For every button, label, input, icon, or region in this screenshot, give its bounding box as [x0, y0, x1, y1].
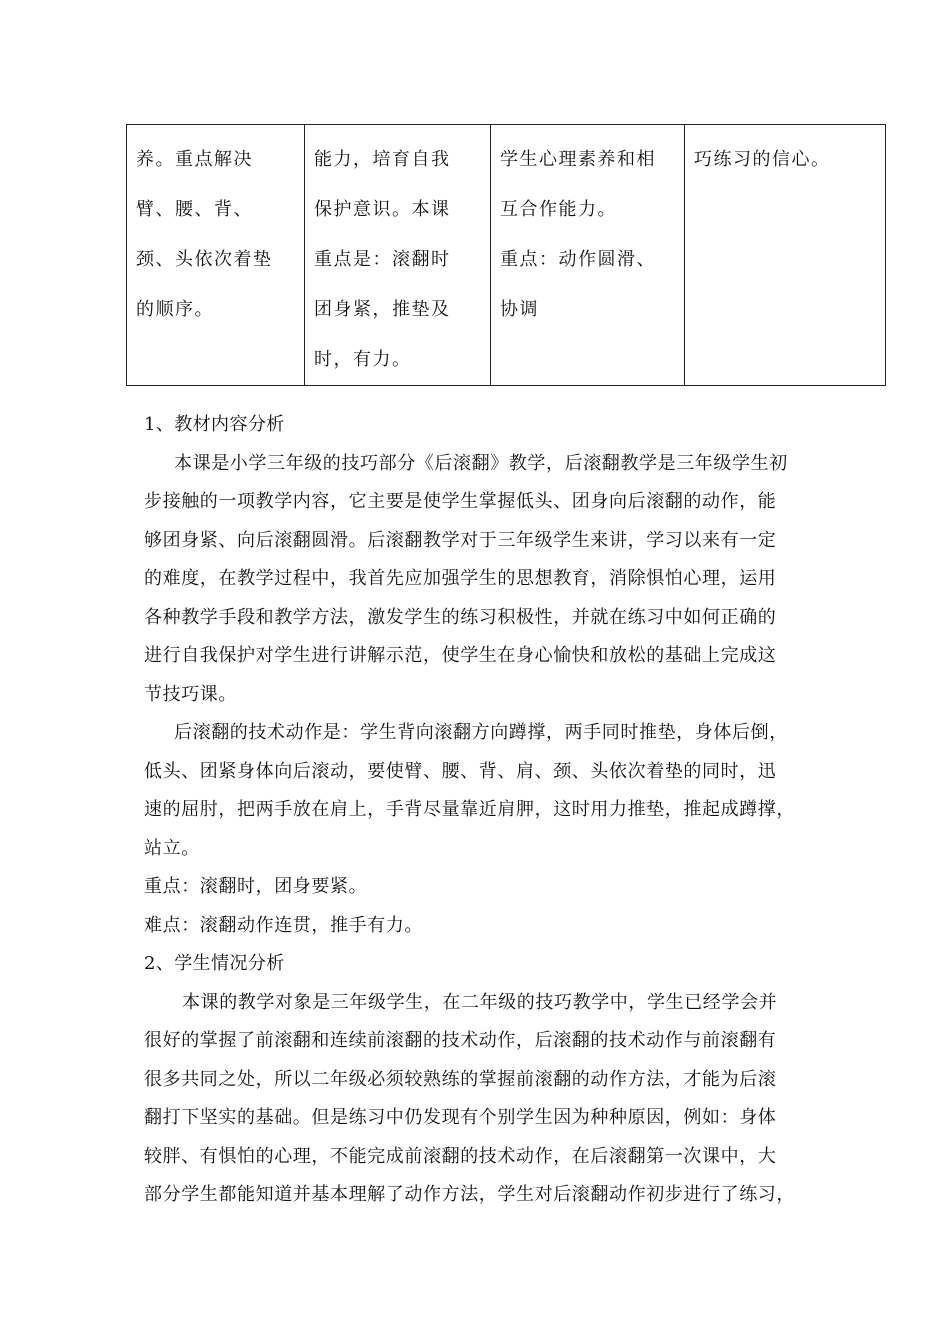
paragraph-line: 的难度，在教学过程中，我首先应加强学生的思想教育，消除惧怕心理，运用	[144, 568, 777, 589]
paragraph-line: 低头、团紧身体向后滚动，要使臂、腰、背、肩、颈、头依次着垫的同时，迅	[144, 760, 777, 782]
paragraph-line: 较胖、有惧怕的心理，不能完成前滚翻的技术动作，在后滚翻第一次课中，大	[144, 1145, 777, 1167]
cell-text-line: 互合作能力。	[500, 199, 617, 220]
cell-text-line: 学生心理素养和相	[500, 149, 656, 170]
paragraph-line: 很好的掌握了前滚翻和连续前滚翻的技术动作，后滚翻的技术动作与前滚翻有	[144, 1030, 777, 1051]
cell-text-line: 团身紧，推垫及	[314, 299, 451, 320]
paragraph-line: 速的屈肘，把两手放在肩上，手背尽量靠近肩胛，这时用力推垫，推起成蹲撑，	[144, 799, 795, 820]
difficulty-line: 难点：滚翻动作连贯，推手有力。	[144, 914, 423, 936]
table-cell-ability	[305, 125, 491, 386]
key-point-line: 重点：滚翻时，团身要紧。	[144, 876, 368, 897]
paragraph-line: 很多共同之处，所以二年级必须较熟练的掌握前滚翻的动作方法，才能为后滚	[144, 1068, 777, 1090]
cell-text-line: 重点：动作圆滑、	[500, 249, 656, 270]
cell-text-line: 的顺序。	[136, 299, 214, 320]
cell-text-line: 颈、头依次着垫	[136, 249, 273, 270]
paragraph-line: 本课是小学三年级的技巧部分《后滚翻》教学，后滚翻教学是三年级学生初	[174, 452, 788, 474]
cell-text-line: 能力，培育自我	[314, 149, 451, 170]
cell-text-line: 臂、腰、背、	[136, 199, 253, 220]
cell-text-line: 养。重点解决	[136, 149, 253, 170]
cell-text-line: 重点是：滚翻时	[314, 249, 451, 270]
table-cell-psychology	[491, 125, 685, 386]
paragraph-line: 节技巧课。	[144, 683, 237, 705]
paragraph-technique	[144, 714, 824, 868]
table-cell-confidence	[685, 125, 886, 386]
paragraph-line: 够团身紧、向后滚翻圆滑。后滚翻教学对于三年级学生来讲，学习以来有一定	[144, 529, 777, 551]
paragraph-line: 后滚翻的技术动作是：学生背向滚翻方向蹲撑，两手同时推垫，身体后倒，	[174, 722, 788, 743]
paragraph-student-situation	[144, 984, 824, 1215]
paragraph-line: 翻打下坚实的基础。但是练习中仍发现有个别学生因为种种原因，例如：身体	[144, 1107, 777, 1128]
section-heading-student-analysis: 2、学生情况分析	[144, 953, 285, 974]
paragraph-line: 本课的教学对象是三年级学生，在二年级的技巧教学中，学生已经学会并	[182, 991, 778, 1013]
cell-text-line: 巧练习的信心。	[694, 149, 831, 170]
paragraph-line: 部分学生都能知道并基本理解了动作方法，学生对后滚翻动作初步进行了练习，	[144, 1184, 795, 1205]
section-heading-material-analysis: 1、教材内容分析	[144, 414, 285, 435]
paragraph-line: 站立。	[144, 837, 200, 859]
paragraph-line: 进行自我保护对学生进行讲解示范，使学生在身心愉快和放松的基础上完成这	[144, 645, 777, 666]
cell-text-line: 保护意识。本课	[314, 199, 451, 220]
cell-text-line: 协调	[500, 299, 539, 320]
paragraph-lesson-intro	[144, 445, 824, 715]
paragraph-line: 各种教学手段和教学方法，激发学生的练习积极性，并就在练习中如何正确的	[144, 606, 777, 628]
paragraph-line: 步接触的一项教学内容，它主要是使学生掌握低头、团身向后滚翻的动作，能	[144, 491, 777, 512]
table-row	[127, 125, 886, 386]
table-cell-technique	[127, 125, 305, 386]
document-body	[144, 406, 824, 1215]
lesson-objectives-table	[126, 124, 886, 386]
cell-text-line: 时，有力。	[314, 349, 412, 370]
